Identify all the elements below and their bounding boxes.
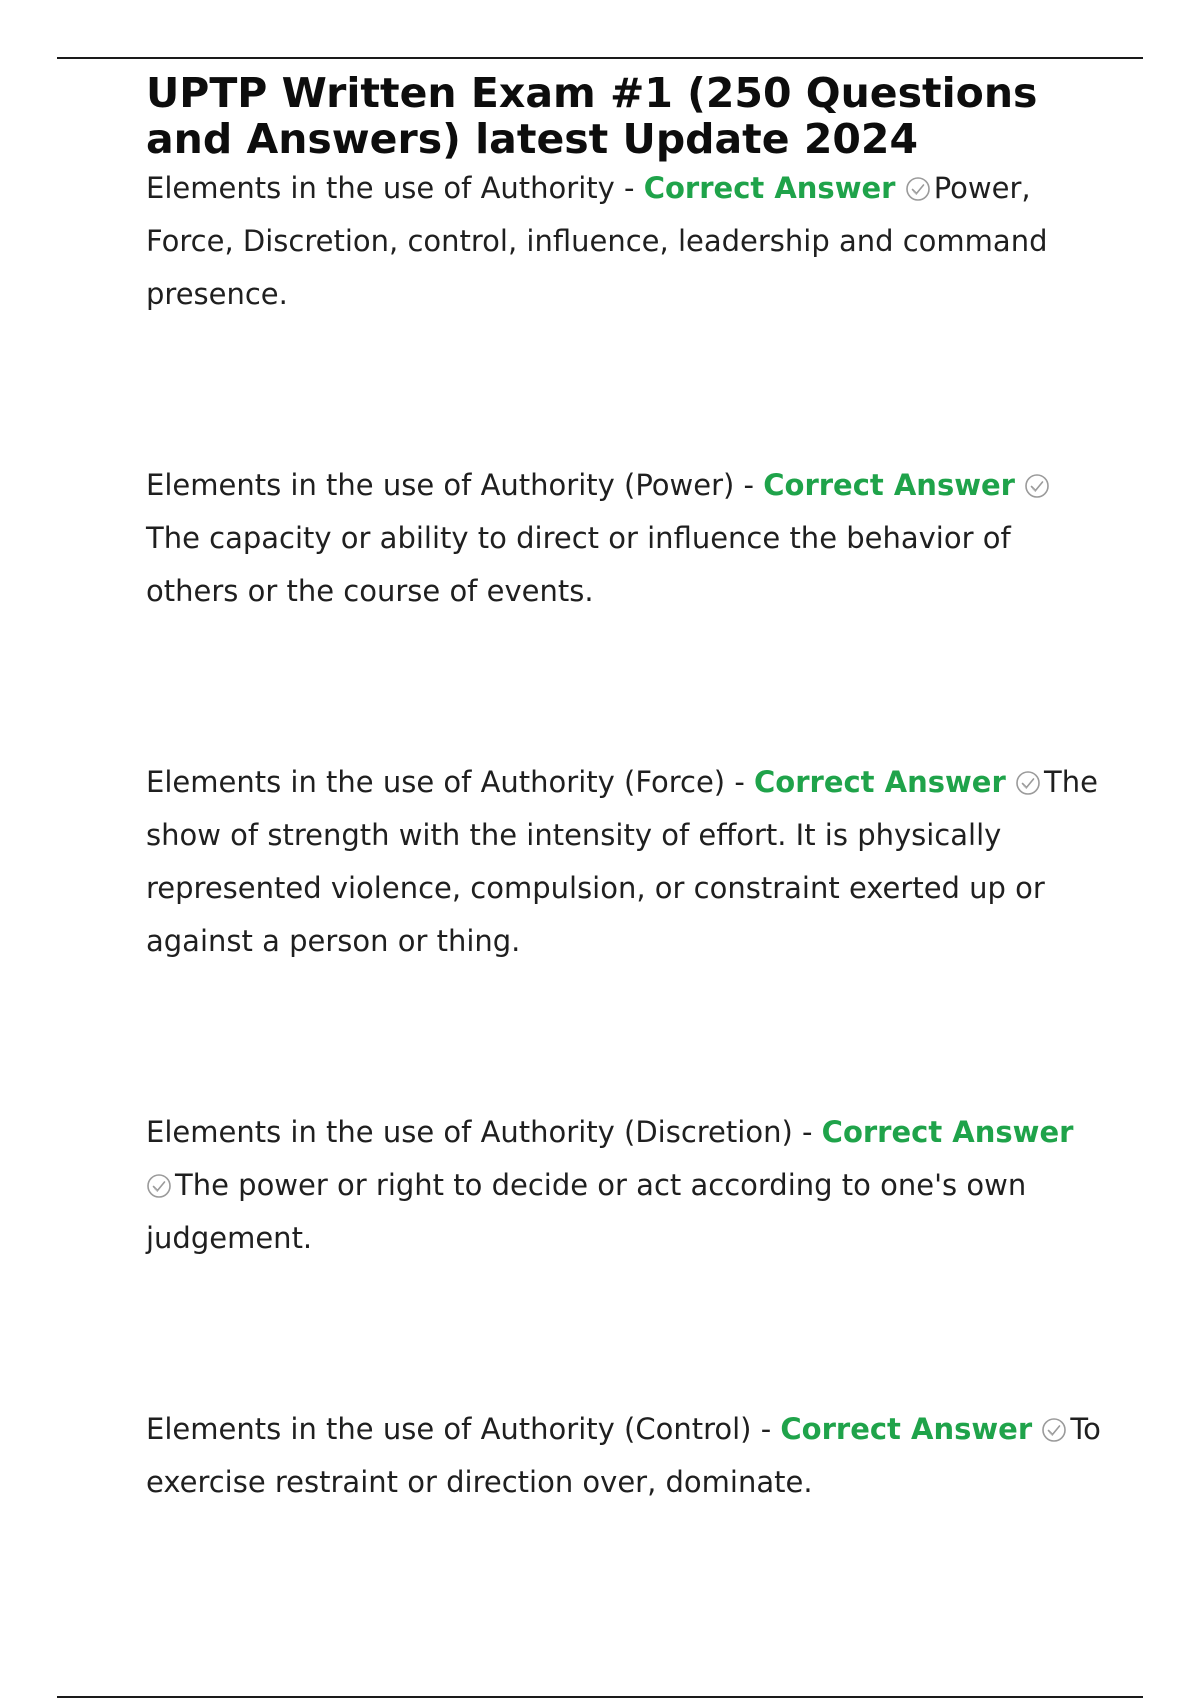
answer-text: Power, Force, Discretion, control, influence, leadership and command presence. [146, 171, 1048, 311]
separator: - [614, 171, 644, 205]
correct-answer-label: Correct Answer [780, 1412, 1033, 1446]
check-circle-icon [905, 176, 931, 202]
answer-text: The capacity or ability to direct or influence the behavior of others or the course of events. [146, 521, 1011, 608]
answer-text: The power or right to decide or act according to one's own judgement. [146, 1168, 1027, 1255]
page-content [146, 70, 1106, 1509]
top-rule [57, 57, 1143, 59]
correct-answer-label: Correct Answer [754, 765, 1006, 799]
qa-item [146, 459, 1106, 618]
question-text: Elements in the use of Authority (Discretion) [146, 1115, 793, 1149]
separator: - [792, 1115, 822, 1149]
correct-answer-label: Correct Answer [763, 468, 1015, 502]
correct-answer-label: Correct Answer [643, 171, 896, 205]
answer-text: The show of strength with the intensity of effort. It is physically represented violence, compulsion, or constraint exerted up or against a person or thing. [146, 765, 1098, 958]
document-title: UPTP Written Exam #1 (250 Questions and Answers) latest Update 2024 [146, 69, 1038, 163]
question-text: Elements in the use of Authority (Force) [146, 765, 726, 799]
qa-item [146, 162, 1106, 321]
check-circle-icon [1015, 770, 1041, 796]
qa-item [146, 1106, 1106, 1265]
check-circle-icon [1024, 473, 1050, 499]
separator: - [734, 468, 764, 502]
qa-item [146, 756, 1106, 968]
answer-text: To exercise restraint or direction over, dominate. [146, 1412, 1101, 1499]
question-text: Elements in the use of Authority (Control) [146, 1412, 752, 1446]
question-text: Elements in the use of Authority (Power) [146, 468, 735, 502]
qa-item [146, 1403, 1106, 1509]
check-circle-icon [146, 1173, 172, 1199]
bottom-rule [57, 1696, 1143, 1698]
separator: - [751, 1412, 781, 1446]
check-circle-icon [1041, 1417, 1067, 1443]
question-text: Elements in the use of Authority [146, 171, 615, 205]
separator: - [725, 765, 755, 799]
correct-answer-label: Correct Answer [821, 1115, 1074, 1149]
